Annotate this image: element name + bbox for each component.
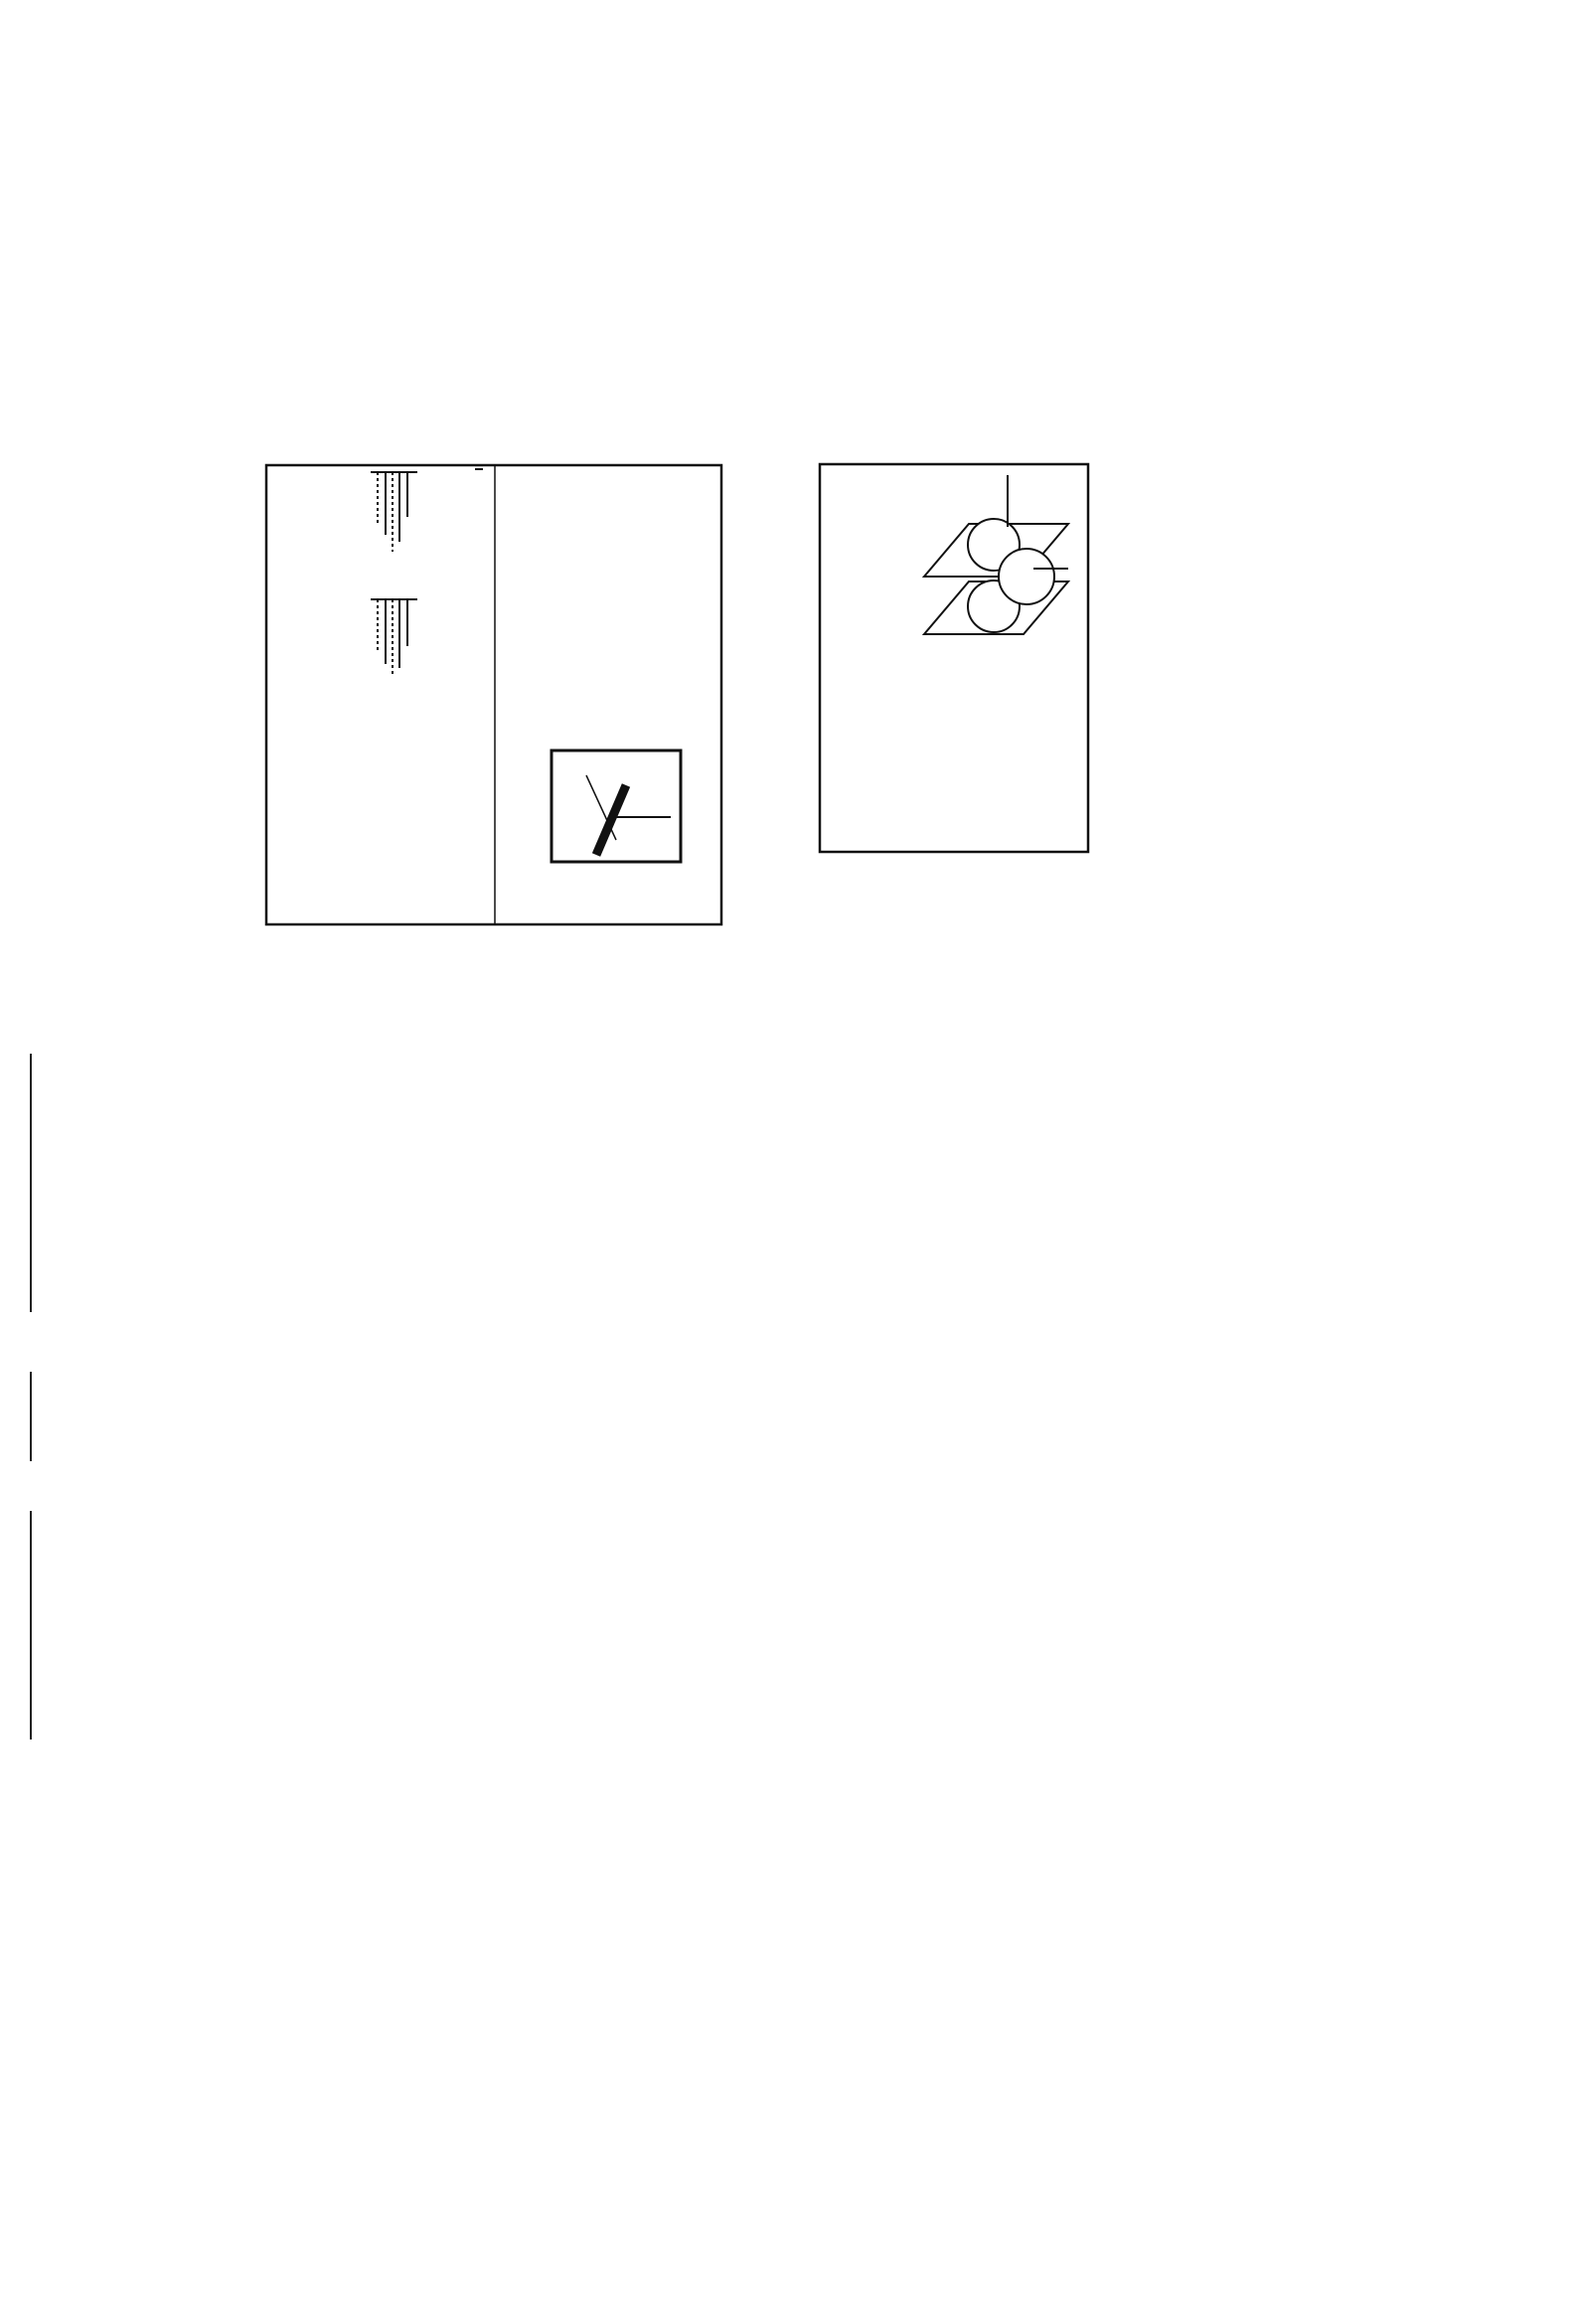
scan-margin-line: [30, 1054, 32, 1312]
left-plot-frame: [266, 465, 721, 924]
splitting-bars-top: [371, 469, 483, 552]
scan-margin-line: [30, 1511, 32, 1740]
geometry-inset: [552, 750, 681, 862]
right-plot-frame: [820, 464, 1088, 852]
right-plot: [820, 464, 1088, 852]
figure-6: [0, 0, 1577, 1024]
scan-margin-line: [30, 1372, 32, 1461]
splitting-bars-bottom: [371, 599, 417, 676]
molecule-inset: [924, 475, 1068, 634]
left-plot: [266, 465, 721, 924]
